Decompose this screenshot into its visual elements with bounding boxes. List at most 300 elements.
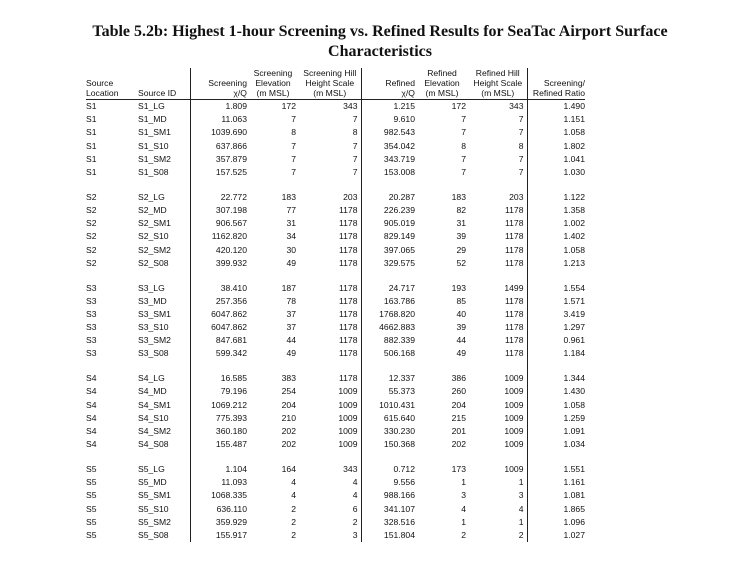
table-row [86,412,585,425]
cell-refined-hill-height: 1178 [505,335,524,346]
cell-screening-xq: 847.681 [190,334,247,347]
cell-refined-hill-height: 7 [518,127,524,138]
cell-source-location: S5 [86,477,97,488]
cell-source-id: S1_MD [138,114,167,125]
cell-screening-elevation: 77 [286,205,296,215]
cell-refined-hill-height: 1178 [505,295,524,306]
spacer-cell [138,451,190,463]
spacer-cell [138,361,190,373]
cell-refined-elevation: 2 [461,529,466,540]
cell-screening-xq: 637.866 [190,140,247,153]
cell-refined-hill-height: 343 [509,101,524,112]
cell-screening-elevation: 164 [281,463,296,474]
cell-refined-elevation: 7 [461,167,466,178]
table-row [86,140,585,153]
cell-screening-xq: 22.772 [190,191,247,204]
cell-screening-elevation: 78 [286,295,296,306]
table-row [86,425,585,438]
table-row [86,217,585,230]
cell-screening-elevation: 8 [291,127,296,138]
cell-source-id: S1_S10 [138,140,169,151]
cell-source-id: S2_S08 [138,257,169,268]
cell-screening-hill-height: 1178 [339,257,358,268]
cell-screening-xq: 11.063 [190,113,247,126]
cell-source-location: S1 [86,127,97,138]
cell-ratio: 1.865 [527,502,585,515]
cell-source-id: S4_SM1 [138,399,171,410]
cell-source-location: S2 [86,231,97,242]
cell-refined-hill-height: 1009 [504,386,524,397]
cell-screening-elevation: 7 [291,153,296,164]
table-row [86,126,585,139]
cell-refined-xq: 341.107 [361,502,415,515]
cell-refined-xq: 20.287 [361,191,415,204]
table-row [86,243,585,256]
cell-refined-hill-height: 1178 [505,257,524,268]
cell-screening-xq: 599.342 [190,347,247,360]
cell-refined-elevation: 183 [451,191,466,202]
cell-refined-hill-height: 1178 [505,218,524,229]
cell-refined-elevation: 7 [461,153,466,164]
cell-screening-xq: 357.879 [190,153,247,166]
cell-screening-elevation: 2 [291,503,296,514]
cell-refined-elevation: 193 [451,282,466,293]
cell-screening-elevation: 31 [286,218,296,229]
cell-source-location: S3 [86,308,97,319]
col-header-screening-elevation: Screening Elevation (m MSL) [247,68,299,100]
cell-screening-xq: 359.929 [190,516,247,529]
cell-source-location: S3 [86,282,97,293]
cell-screening-xq: 636.110 [190,502,247,515]
cell-screening-xq: 360.180 [190,425,247,438]
cell-screening-elevation: 187 [281,282,296,293]
cell-source-location: S1 [86,140,97,151]
cell-refined-xq: 9.556 [361,476,415,489]
cell-screening-hill-height: 203 [343,191,358,202]
cell-ratio: 1.551 [527,463,585,476]
cell-screening-elevation: 254 [281,386,296,397]
cell-source-location: S2 [86,218,97,229]
cell-ratio: 1.213 [527,257,585,270]
cell-refined-elevation: 7 [461,127,466,138]
cell-refined-xq: 343.719 [361,153,415,166]
cell-refined-xq: 905.019 [361,217,415,230]
table-row [86,438,585,451]
cell-screening-xq: 399.932 [190,257,247,270]
cell-source-location: S4 [86,386,97,397]
cell-screening-elevation: 202 [281,426,296,436]
cell-refined-hill-height: 3 [518,490,524,501]
cell-refined-elevation: 40 [456,308,466,319]
cell-source-location: S2 [86,191,97,202]
cell-source-id: S1_LG [138,101,165,112]
spacer-cell [527,361,585,373]
cell-refined-xq: 988.166 [361,489,415,502]
cell-screening-elevation: 4 [291,477,296,488]
spacer-cell [86,270,138,282]
cell-ratio: 1.802 [527,140,585,153]
cell-refined-elevation: 85 [456,295,466,306]
cell-source-location: S4 [86,399,97,410]
cell-refined-elevation: 260 [451,386,466,397]
cell-ratio: 1.058 [527,126,585,139]
cell-screening-elevation: 49 [286,348,296,359]
spacer-cell [415,270,469,282]
cell-source-id: S3_S08 [138,348,169,359]
col-header-screening-hill-height: Screening Hill Height Scale (m MSL) [299,68,361,100]
cell-screening-hill-height: 343 [343,463,358,474]
cell-screening-elevation: 172 [281,101,296,112]
col-header-ratio: Screening/ Refined Ratio [527,68,585,100]
cell-source-id: S3_MD [138,295,167,306]
cell-source-location: S5 [86,463,97,474]
cell-refined-hill-height: 1178 [505,244,524,255]
cell-screening-hill-height: 7 [352,140,358,151]
cell-screening-hill-height: 3 [352,529,358,540]
cell-refined-elevation: 7 [461,114,466,125]
cell-screening-elevation: 383 [281,373,296,384]
spacer-cell [247,361,299,373]
cell-screening-elevation: 2 [291,529,296,540]
cell-screening-xq: 155.917 [190,529,247,542]
cell-screening-xq: 157.525 [190,166,247,179]
cell-source-id: S5_SM2 [138,516,171,527]
table-row [86,529,585,542]
spacer-cell [190,179,247,191]
cell-refined-hill-height: 1009 [504,373,524,384]
cell-source-id: S3_SM1 [138,308,171,319]
cell-refined-xq: 1768.820 [361,308,415,321]
cell-ratio: 1.151 [527,113,585,126]
cell-ratio: 1.096 [527,516,585,529]
cell-screening-hill-height: 343 [343,101,358,112]
cell-refined-xq: 329.575 [361,257,415,270]
col-header-source-location: Source Location [86,68,138,100]
cell-screening-xq: 1039.690 [190,126,247,139]
cell-ratio: 1.358 [527,204,585,217]
cell-source-id: S1_SM1 [138,127,171,138]
cell-refined-hill-height: 7 [518,167,524,178]
group-spacer [86,361,585,373]
cell-refined-hill-height: 7 [518,114,524,125]
spacer-cell [361,179,415,191]
spacer-cell [527,270,585,282]
spacer-cell [361,270,415,282]
cell-screening-elevation: 7 [291,167,296,178]
cell-refined-hill-height: 1178 [505,322,524,333]
cell-screening-hill-height: 1009 [338,386,358,397]
cell-screening-elevation: 34 [286,231,296,242]
table-row [86,347,585,360]
cell-refined-elevation: 39 [456,322,466,333]
cell-refined-hill-height: 1178 [505,308,524,319]
spacer-cell [86,361,138,373]
spacer-cell [299,451,361,463]
cell-refined-hill-height: 1 [518,477,524,488]
table-row [86,516,585,529]
cell-source-location: S3 [86,348,97,359]
cell-ratio: 1.571 [527,295,585,308]
spacer-cell [299,361,361,373]
table-row [86,113,585,126]
cell-screening-xq: 420.120 [190,243,247,256]
table-row [86,281,585,294]
cell-source-id: S3_SM2 [138,335,171,346]
cell-screening-xq: 11.093 [190,476,247,489]
cell-ratio: 1.259 [527,412,585,425]
cell-source-location: S4 [86,439,97,450]
cell-screening-hill-height: 1178 [339,231,358,242]
cell-refined-xq: 397.065 [361,243,415,256]
cell-refined-hill-height: 1009 [504,439,524,450]
cell-source-location: S4 [86,373,97,384]
cell-refined-elevation: 386 [451,373,466,384]
table-row [86,489,585,502]
cell-screening-hill-height: 1178 [339,335,358,346]
cell-screening-xq: 1.809 [190,100,247,114]
spacer-cell [247,179,299,191]
cell-refined-elevation: 44 [456,335,466,346]
table-row [86,166,585,179]
cell-refined-elevation: 172 [451,101,466,112]
cell-screening-elevation: 49 [286,257,296,268]
cell-ratio: 1.081 [527,489,585,502]
cell-refined-hill-height: 1009 [504,426,524,436]
spacer-cell [469,451,527,463]
cell-ratio: 1.344 [527,372,585,385]
cell-source-location: S1 [86,167,97,178]
spacer-cell [190,270,247,282]
cell-source-id: S2_MD [138,205,167,215]
cell-ratio: 0.961 [527,334,585,347]
spacer-cell [138,270,190,282]
spacer-cell [469,179,527,191]
cell-source-id: S2_SM2 [138,244,171,255]
header-row [86,68,585,100]
cell-ratio: 1.002 [527,217,585,230]
cell-ratio: 1.184 [527,347,585,360]
spacer-cell [299,179,361,191]
cell-refined-xq: 1.215 [361,100,415,114]
cell-refined-hill-height: 1178 [505,348,524,359]
spacer-cell [190,451,247,463]
cell-screening-hill-height: 6 [352,503,358,514]
cell-source-location: S5 [86,490,97,501]
cell-screening-xq: 6047.862 [190,308,247,321]
cell-screening-xq: 1068.335 [190,489,247,502]
cell-source-location: S2 [86,244,97,255]
cell-source-id: S3_S10 [138,322,169,333]
cell-screening-elevation: 37 [286,322,296,333]
cell-refined-hill-height: 1 [518,516,524,527]
spacer-cell [86,179,138,191]
cell-refined-xq: 330.230 [361,425,415,438]
cell-refined-xq: 882.339 [361,334,415,347]
cell-source-location: S3 [86,295,97,306]
table-row [86,153,585,166]
cell-screening-xq: 6047.862 [190,321,247,334]
cell-source-location: S1 [86,114,97,125]
table-row [86,476,585,489]
cell-screening-elevation: 37 [286,308,296,319]
cell-source-id: S2_LG [138,191,165,202]
cell-refined-xq: 829.149 [361,230,415,243]
cell-screening-xq: 1069.212 [190,399,247,412]
cell-source-id: S3_LG [138,282,165,293]
cell-source-id: S1_S08 [138,167,169,178]
cell-source-location: S4 [86,426,97,436]
cell-screening-hill-height: 7 [352,153,358,164]
cell-screening-hill-height: 1009 [338,426,358,436]
col-header-refined-hill-height: Refined Hill Height Scale (m MSL) [469,68,527,100]
cell-source-id: S4_MD [138,386,167,397]
cell-source-location: S5 [86,503,97,514]
cell-screening-hill-height: 1178 [339,244,358,255]
cell-source-location: S5 [86,516,97,527]
cell-screening-xq: 307.198 [190,204,247,217]
cell-ratio: 1.161 [527,476,585,489]
spacer-cell [247,270,299,282]
cell-screening-xq: 79.196 [190,385,247,398]
cell-screening-hill-height: 4 [352,477,358,488]
cell-source-location: S1 [86,153,97,164]
cell-screening-hill-height: 1178 [339,295,358,306]
cell-refined-hill-height: 4 [518,503,524,514]
spacer-cell [247,451,299,463]
table-row [86,257,585,270]
cell-refined-xq: 0.712 [361,463,415,476]
table-row [86,321,585,334]
cell-source-id: S4_SM2 [138,426,171,436]
spacer-cell [415,179,469,191]
cell-refined-elevation: 204 [451,399,466,410]
cell-refined-xq: 9.610 [361,113,415,126]
cell-screening-hill-height: 1009 [338,412,358,423]
table-row [86,399,585,412]
cell-ratio: 1.027 [527,529,585,542]
table-row [86,100,585,114]
table-title-line-2: Characteristics [328,43,432,60]
cell-refined-elevation: 173 [451,463,466,474]
group-spacer [86,179,585,191]
cell-refined-elevation: 39 [456,231,466,242]
cell-source-id: S5_S10 [138,503,169,514]
cell-refined-elevation: 82 [456,205,466,215]
cell-refined-hill-height: 1009 [504,412,524,423]
cell-screening-xq: 775.393 [190,412,247,425]
cell-refined-elevation: 3 [461,490,466,501]
cell-screening-elevation: 7 [291,114,296,125]
cell-screening-hill-height: 1178 [339,373,358,384]
cell-ratio: 1.122 [527,191,585,204]
cell-refined-xq: 226.239 [361,204,415,217]
cell-refined-elevation: 31 [456,218,466,229]
spacer-cell [415,451,469,463]
results-table [86,68,585,542]
cell-screening-hill-height: 1178 [339,348,358,359]
spacer-cell [138,179,190,191]
cell-ratio: 1.490 [527,100,585,114]
cell-screening-elevation: 44 [286,335,296,346]
cell-refined-elevation: 1 [461,477,466,488]
cell-screening-hill-height: 8 [352,127,358,138]
cell-source-id: S2_SM1 [138,218,171,229]
cell-refined-xq: 163.786 [361,295,415,308]
cell-ratio: 1.430 [527,385,585,398]
cell-refined-xq: 506.168 [361,347,415,360]
table-row [86,334,585,347]
cell-refined-elevation: 52 [456,257,466,268]
spacer-cell [361,451,415,463]
cell-screening-hill-height: 7 [352,114,358,125]
cell-refined-elevation: 202 [451,439,466,450]
cell-screening-hill-height: 4 [352,490,358,501]
cell-source-id: S5_LG [138,463,165,474]
spacer-cell [361,361,415,373]
cell-screening-hill-height: 1178 [339,308,358,319]
spacer-cell [190,361,247,373]
cell-ratio: 1.297 [527,321,585,334]
spacer-cell [527,451,585,463]
cell-refined-elevation: 8 [461,140,466,151]
col-header-refined-elevation: Refined Elevation (m MSL) [415,68,469,100]
spacer-cell [415,361,469,373]
cell-screening-elevation: 7 [291,140,296,151]
cell-screening-hill-height: 1178 [339,205,358,215]
cell-refined-xq: 4662.883 [361,321,415,334]
col-header-refined-xq: Refined χ/Q [361,68,415,100]
cell-source-location: S3 [86,322,97,333]
cell-source-id: S2_S10 [138,231,169,242]
cell-ratio: 1.034 [527,438,585,451]
cell-refined-hill-height: 1009 [504,463,524,474]
cell-screening-hill-height: 2 [352,516,358,527]
cell-refined-xq: 24.717 [361,281,415,294]
cell-source-location: S5 [86,529,97,540]
cell-source-id: S4_S08 [138,439,169,450]
cell-screening-xq: 257.356 [190,295,247,308]
cell-source-location: S2 [86,257,97,268]
cell-screening-elevation: 183 [281,191,296,202]
cell-refined-xq: 151.804 [361,529,415,542]
cell-refined-xq: 615.640 [361,412,415,425]
cell-source-location: S1 [86,101,97,112]
table-row [86,295,585,308]
cell-screening-xq: 1162.820 [190,230,247,243]
cell-refined-hill-height: 1178 [505,231,524,242]
cell-ratio: 1.030 [527,166,585,179]
cell-screening-xq: 906.567 [190,217,247,230]
spacer-cell [299,270,361,282]
cell-refined-hill-height: 7 [518,153,524,164]
cell-ratio: 1.058 [527,399,585,412]
cell-screening-hill-height: 7 [352,167,358,178]
cell-source-id: S1_SM2 [138,153,171,164]
cell-refined-elevation: 4 [461,503,466,514]
cell-source-id: S5_MD [138,477,167,488]
cell-ratio: 1.091 [527,425,585,438]
cell-refined-elevation: 49 [456,348,466,359]
cell-refined-hill-height: 1499 [504,282,524,293]
cell-screening-elevation: 30 [286,244,296,255]
table-row [86,191,585,204]
table-body [86,100,585,543]
spacer-cell [86,451,138,463]
group-spacer [86,270,585,282]
cell-screening-hill-height: 1009 [338,439,358,450]
cell-refined-elevation: 201 [451,426,466,436]
cell-ratio: 3.419 [527,308,585,321]
